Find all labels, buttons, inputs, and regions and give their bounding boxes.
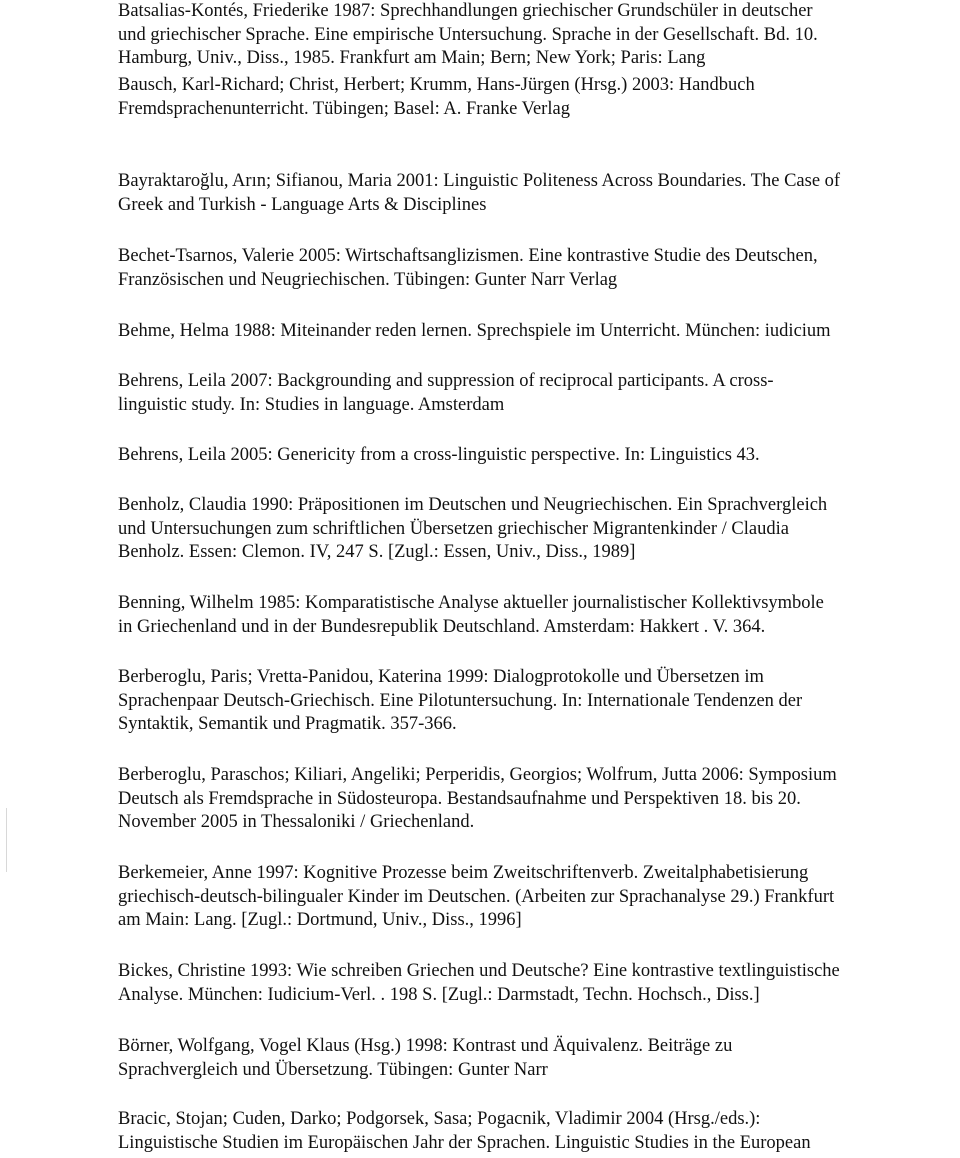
- bibliography-entry: [118, 1035, 948, 1082]
- entry-line: Analyse. München: Iudicium-Verl. . 198 S. [Zugl.: Darmstadt, Techn. Hochsch., Diss.]: [118, 984, 760, 1005]
- entry-line: Berkemeier, Anne 1997: Kognitive Prozesse beim Zweitschriftenverb. Zweitalphabetisierung: [118, 863, 809, 883]
- entry-line: Bayraktaroğlu, Arın; Sifianou, Maria 2001: Linguistic Politeness Across Boundaries. The Case of: [118, 171, 841, 191]
- entry-line: Behrens, Leila 2005: Genericity from a cross-linguistic perspective. In: Linguistics 43.: [118, 445, 760, 465]
- bibliography-entry: [118, 170, 948, 217]
- entry-line: linguistic study. In: Studies in language. Amsterdam: [118, 394, 505, 415]
- bibliography-entry: [118, 592, 948, 639]
- entry-line: und griechischer Sprache. Eine empirische Untersuchung. Sprache in der Gesellschaft. Bd. 10.: [118, 24, 818, 45]
- bibliography-entry: [118, 1108, 948, 1155]
- entry-line: Fremdsprachenunterricht. Tübingen; Basel: A. Franke Verlag: [118, 98, 570, 119]
- entry-line: Deutsch als Fremdsprache in Südosteuropa. Bestandsaufnahme und Perspektiven 18. bis 20.: [118, 788, 801, 809]
- bibliography-entry: [118, 764, 948, 835]
- entry-line: Batsalias-Kontés, Friederike 1987: Sprechhandlungen griechischer Grundschüler in deutscher: [118, 1, 813, 21]
- bibliography-entry: [118, 444, 948, 468]
- entry-line: Bickes, Christine 1993: Wie schreiben Griechen und Deutsche? Eine kontrastive textlinguistische: [118, 961, 840, 981]
- entry-line: Französischen und Neugriechischen. Tübingen: Gunter Narr Verlag: [118, 269, 618, 290]
- bibliography-entry: [118, 74, 948, 121]
- bibliography-entry: [118, 370, 948, 417]
- entry-line: Behme, Helma 1988: Miteinander reden lernen. Sprechspiele im Unterricht. München: iudicium: [118, 321, 831, 341]
- entry-line: Bausch, Karl-Richard; Christ, Herbert; Krumm, Hans-Jürgen (Hrsg.) 2003: Handbuch: [118, 75, 755, 95]
- entry-line: Benning, Wilhelm 1985: Komparatistische Analyse aktueller journalistischer Kollektivsymbole: [118, 593, 824, 613]
- entry-line: in Griechenland und in der Bundesrepublik Deutschland. Amsterdam: Hakkert . V. 364.: [118, 616, 766, 637]
- entry-line: und Untersuchungen zum schriftlichen Übersetzen griechischer Migrantenkinder / Claudia: [118, 518, 789, 539]
- entry-line: Benholz, Claudia 1990: Präpositionen im Deutschen und Neugriechischen. Ein Sprachvergleich: [118, 495, 828, 515]
- entry-line: Börner, Wolfgang, Vogel Klaus (Hsg.) 1998: Kontrast und Äquivalenz. Beiträge zu: [118, 1036, 733, 1056]
- entry-line: Benholz. Essen: Clemon. IV, 247 S. [Zugl.: Essen, Univ., Diss., 1989]: [118, 542, 636, 562]
- entry-line: Berberoglu, Paraschos; Kiliari, Angeliki; Perperidis, Georgios; Wolfrum, Jutta 2006: Symposium: [118, 765, 837, 785]
- entry-line: Greek and Turkish - Language Arts & Disciplines: [118, 194, 487, 215]
- entry-line: griechisch-deutsch-bilingualer Kinder im Deutschen. (Arbeiten zur Sprachanalyse 29.) Frankfurt: [118, 886, 835, 907]
- margin-mark: [6, 808, 7, 872]
- entry-line: November 2005 in Thessaloniki / Griechenland.: [118, 812, 475, 832]
- entry-line: Hamburg, Univ., Diss., 1985. Frankfurt am Main; Bern; New York; Paris: Lang: [118, 48, 706, 68]
- entry-line: Syntaktik, Semantik und Pragmatik. 357-366.: [118, 714, 457, 734]
- bibliography-entry: [118, 960, 948, 1007]
- bibliography-entry: [118, 494, 948, 565]
- entry-line: Sprachvergleich und Übersetzung. Tübingen: Gunter Narr: [118, 1059, 548, 1080]
- bibliography-entry: [118, 862, 948, 933]
- entry-line: Berberoglu, Paris; Vretta-Panidou, Katerina 1999: Dialogprotokolle und Übersetzen im: [118, 667, 764, 687]
- entry-line: am Main: Lang. [Zugl.: Dortmund, Univ., Diss., 1996]: [118, 910, 522, 930]
- entry-line: Linguistische Studien im Europäischen Jahr der Sprachen. Linguistic Studies in the European: [118, 1132, 811, 1153]
- entry-line: Bracic, Stojan; Cuden, Darko; Podgorsek, Sasa; Pogacnik, Vladimir 2004 (Hrsg./eds.):: [118, 1109, 761, 1129]
- entry-line: Sprachenpaar Deutsch-Griechisch. Eine Pilotuntersuchung. In: Internationale Tendenzen der: [118, 690, 803, 711]
- bibliography-entry: [118, 0, 948, 71]
- bibliography-entry: [118, 666, 948, 737]
- entry-line: Behrens, Leila 2007: Backgrounding and suppression of reciprocal participants. A cross-: [118, 371, 774, 391]
- bibliography-entry: [118, 245, 948, 292]
- bibliography-entry: [118, 320, 948, 344]
- entry-line: Bechet-Tsarnos, Valerie 2005: Wirtschaftsanglizismen. Eine kontrastive Studie des Deutschen,: [118, 246, 818, 266]
